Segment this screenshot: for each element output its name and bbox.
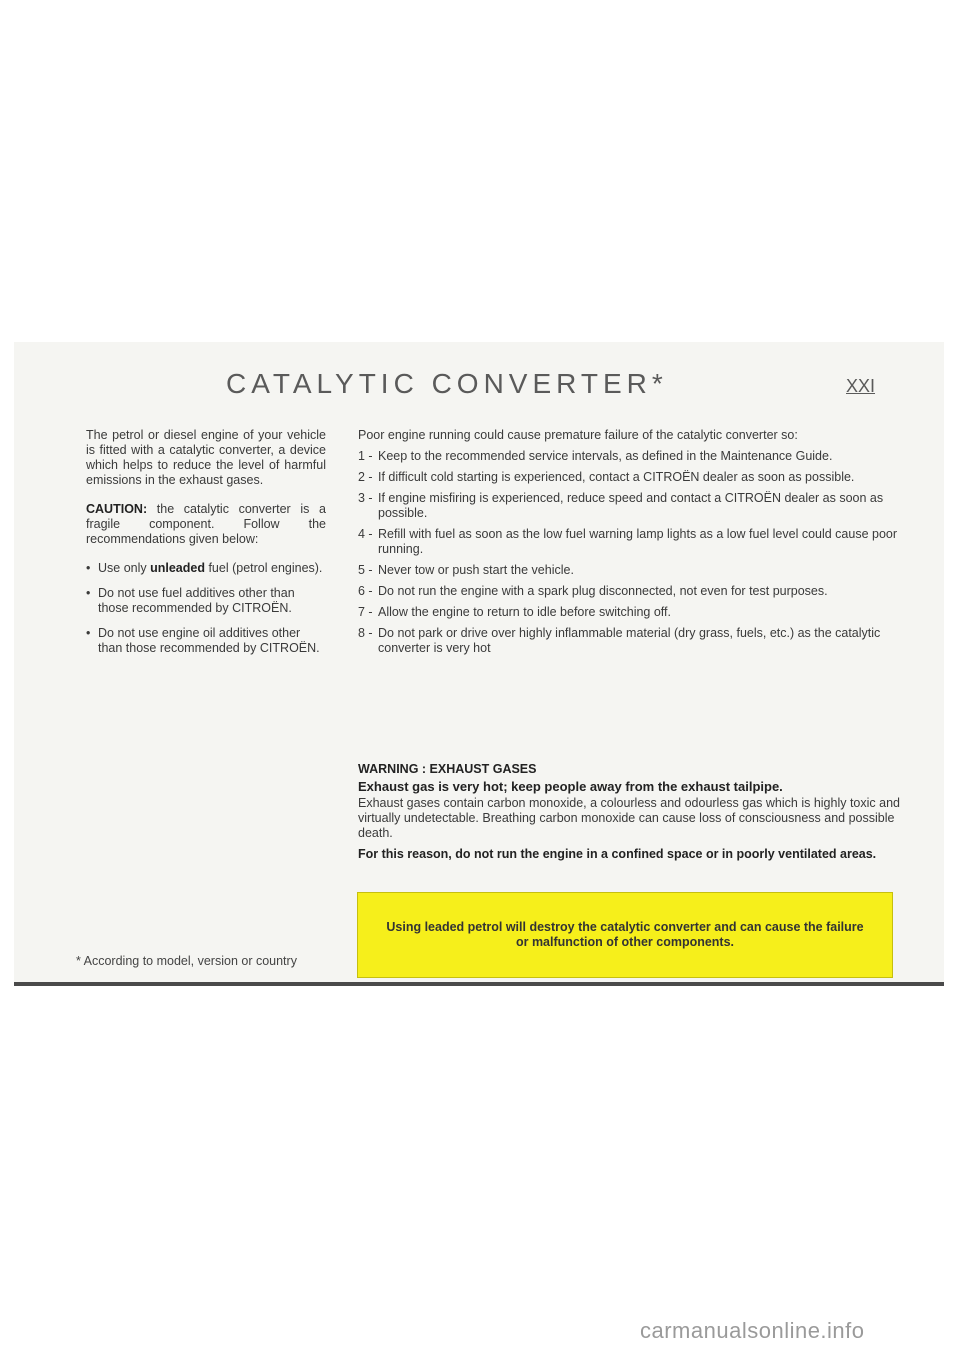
caution-label: CAUTION: [86, 502, 148, 516]
caution-text: the catalytic converter is a fragile component. Follow the recommendations given below: [86, 502, 326, 546]
list-item [358, 626, 900, 656]
item-text: Refill with fuel as soon as the low fuel warning lamp lights as a low fuel level could cause poor running. [378, 527, 898, 556]
caution-item-1 [86, 561, 326, 576]
warning-body: Exhaust gases contain carbon monoxide, a colourless and odourless gas which is highly toxic and virtually undetectable. Breathing carbon monoxide can cause loss of consciousness and possible death. [358, 796, 900, 840]
item-number: 1 - [358, 449, 373, 463]
item-number: 7 - [358, 605, 373, 619]
caution-item-1-before: Use only [98, 561, 151, 575]
right-column [358, 428, 900, 662]
page-edge-line [14, 982, 944, 986]
item-number: 5 - [358, 563, 373, 577]
list-item [358, 605, 900, 620]
warning-hot-notice: Exhaust gas is very hot; keep people away from the exhaust tailpipe. [358, 779, 783, 794]
caution-item-1-after: fuel (petrol engines). [204, 561, 323, 575]
item-text: Do not park or drive over highly inflammable material (dry grass, fuels, etc.) as the catalytic converter is very hot [378, 626, 881, 655]
bullet-icon: • [86, 626, 91, 640]
item-number: 4 - [358, 527, 373, 541]
caution-paragraph [86, 502, 326, 547]
list-item [358, 563, 900, 578]
page-number: XXI [846, 376, 876, 396]
item-text: Allow the engine to return to idle before switching off. [378, 605, 671, 619]
caution-list [86, 561, 326, 656]
caution-item-3 [86, 626, 326, 656]
item-text: If engine misfiring is experienced, reduce speed and contact a CITROËN dealer as soon as possible. [378, 491, 884, 520]
watermark: carmanualsonline.info [640, 1318, 865, 1343]
list-item [358, 491, 900, 521]
caution-item-2-text: Do not use fuel additives other than those recommended by CITROËN. [98, 586, 295, 615]
caution-item-2 [86, 586, 326, 616]
warning-reason: For this reason, do not run the engine in a confined space or in poorly ventilated areas. [358, 847, 877, 861]
intro-paragraph: The petrol or diesel engine of your vehicle is fitted with a catalytic converter, a device which helps to reduce the level of harmful emissions in the exhaust gases. [86, 428, 326, 487]
leaded-petrol-text: Using leaded petrol will destroy the catalytic converter and can cause the failure or malfunction of other components. [386, 920, 864, 949]
exhaust-warning [358, 762, 900, 862]
item-text: If difficult cold starting is experienced, contact a CITROËN dealer as soon as possible. [378, 470, 855, 484]
footnote: * According to model, version or country [76, 954, 297, 968]
list-item [358, 527, 900, 557]
bullet-icon: • [86, 561, 91, 575]
page-title: CATALYTIC CONVERTER* [226, 368, 668, 399]
item-text: Never tow or push start the vehicle. [378, 563, 574, 577]
caution-item-3-text: Do not use engine oil additives other than those recommended by CITROËN. [98, 626, 320, 655]
list-item [358, 449, 900, 464]
caution-item-1-bold: unleaded [150, 561, 205, 575]
recommendation-list [358, 449, 900, 656]
left-column [86, 428, 326, 666]
poor-running-intro: Poor engine running could cause premature failure of the catalytic converter so: [358, 428, 798, 442]
list-item [358, 470, 900, 485]
item-number: 8 - [358, 626, 373, 640]
bullet-icon: • [86, 586, 91, 600]
item-text: Keep to the recommended service intervals, as defined in the Maintenance Guide. [378, 449, 833, 463]
item-number: 2 - [358, 470, 373, 484]
leaded-petrol-notice [357, 892, 893, 978]
item-number: 3 - [358, 491, 373, 505]
list-item [358, 584, 900, 599]
warning-title: WARNING : EXHAUST GASES [358, 762, 537, 776]
item-number: 6 - [358, 584, 373, 598]
item-text: Do not run the engine with a spark plug disconnected, not even for test purposes. [378, 584, 828, 598]
